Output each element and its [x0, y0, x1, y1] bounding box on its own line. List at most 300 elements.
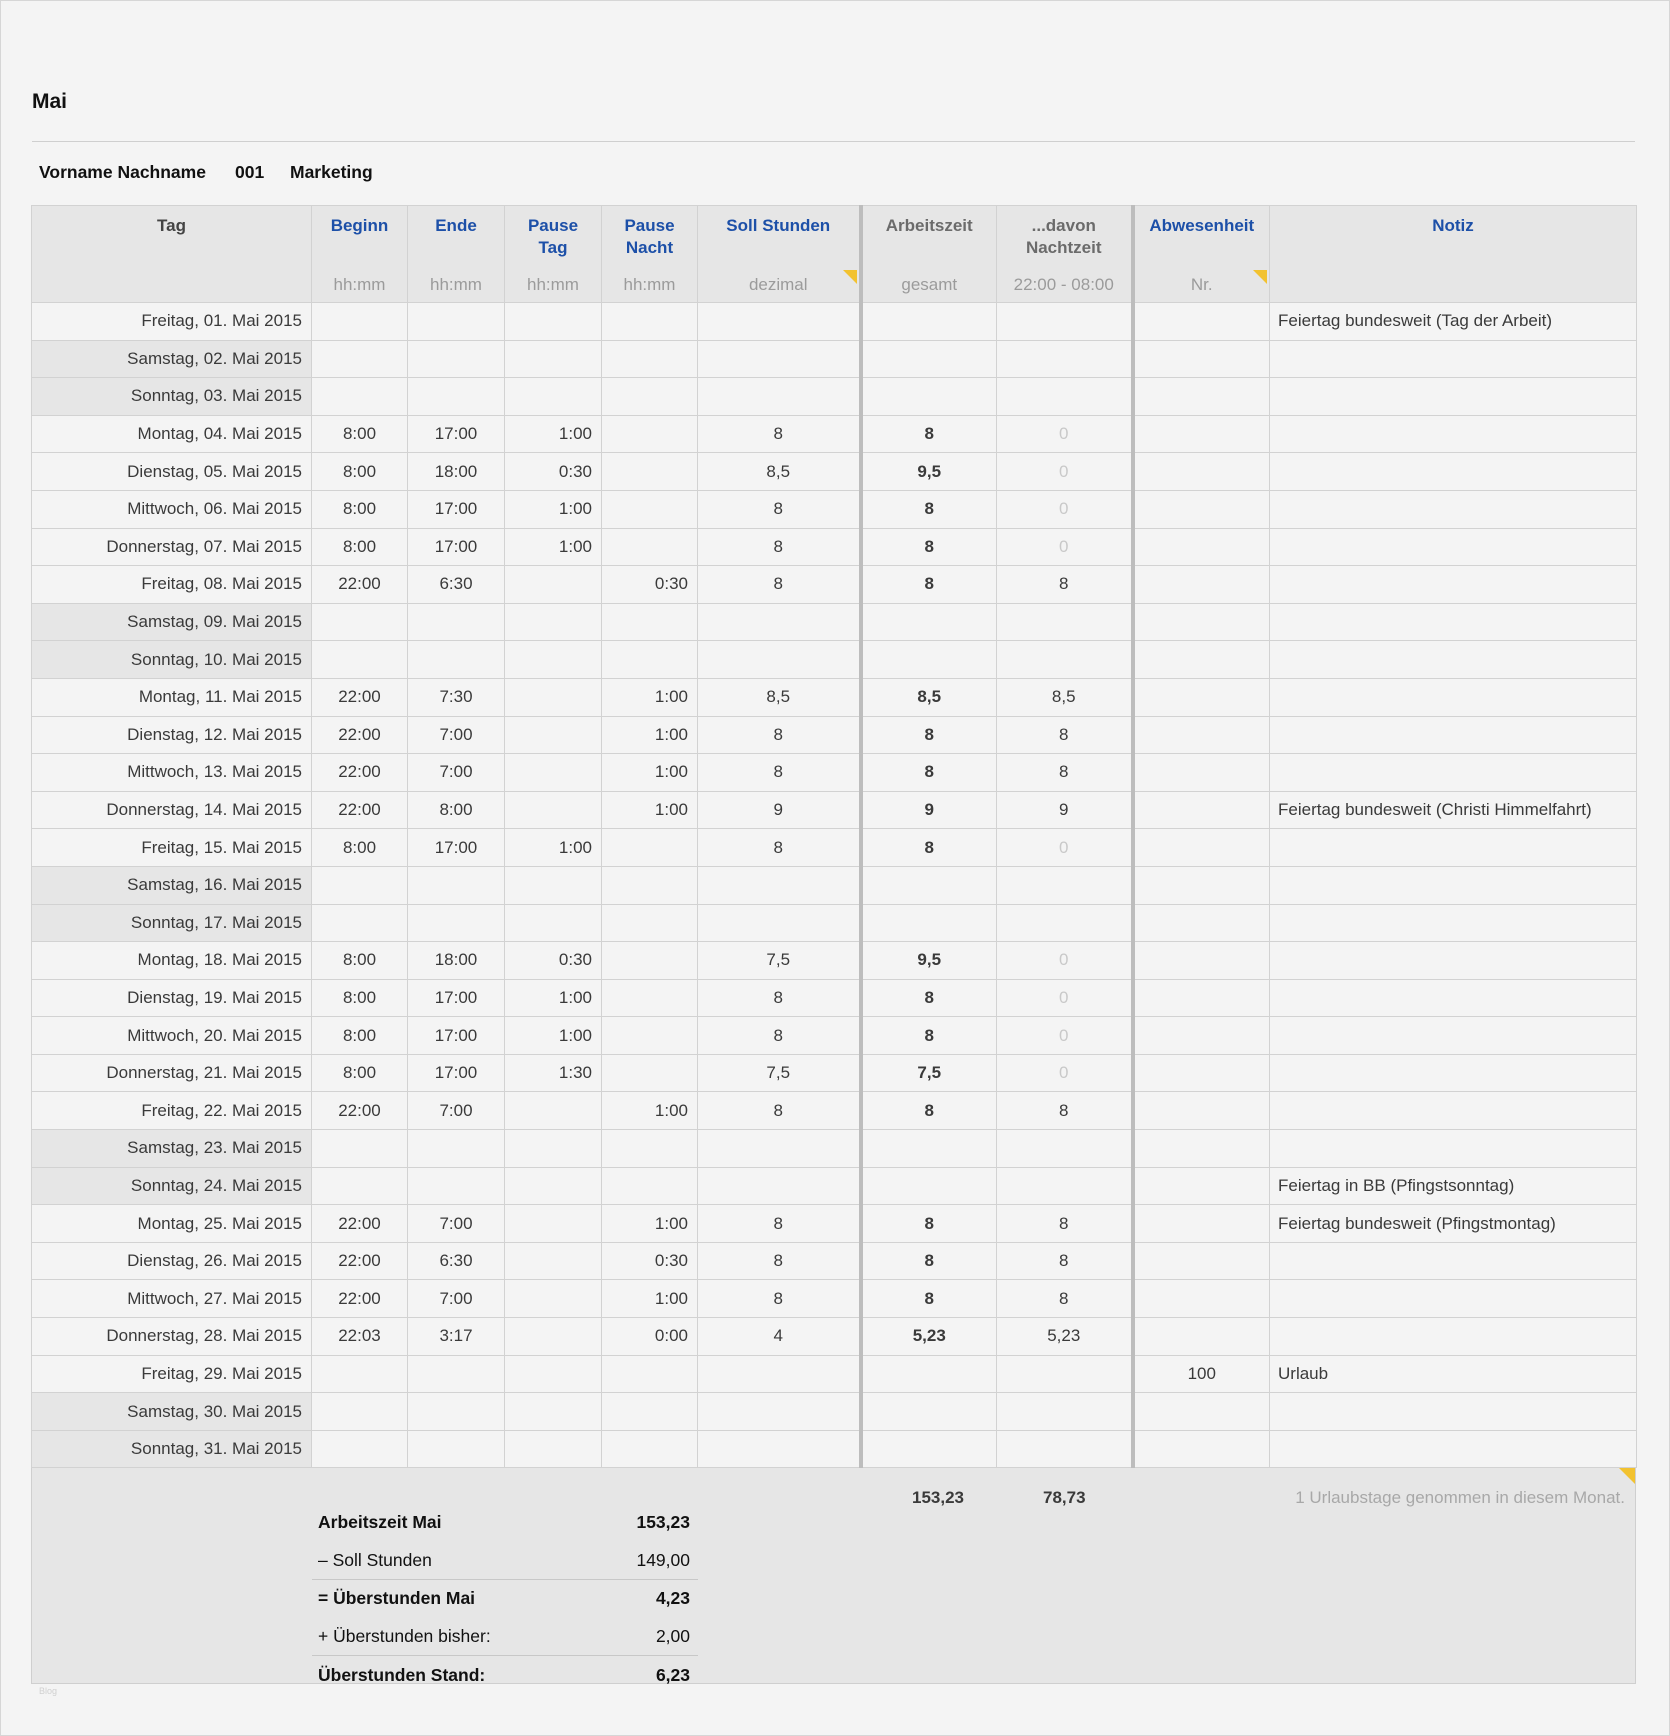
cell-pause-tag[interactable]	[505, 641, 602, 679]
cell-pause-nacht[interactable]	[602, 866, 698, 904]
cell-notiz[interactable]	[1270, 716, 1637, 754]
summary-row	[312, 1579, 698, 1618]
cell-abwesenheit[interactable]	[1133, 1318, 1270, 1356]
cell-notiz[interactable]	[1270, 678, 1637, 716]
cell-beginn[interactable]: 8:00	[312, 528, 408, 566]
cell-nachtzeit[interactable]	[997, 641, 1133, 679]
cell-arbeitszeit[interactable]: 9,5	[861, 942, 997, 980]
cell-soll-stunden[interactable]	[698, 303, 861, 341]
cell-pause-nacht[interactable]: 1:00	[602, 1280, 698, 1318]
comment-flag-icon[interactable]	[1253, 270, 1267, 284]
cell-nachtzeit[interactable]	[997, 904, 1133, 942]
cell-soll-stunden[interactable]: 8	[698, 754, 861, 792]
cell-arbeitszeit[interactable]: 5,23	[861, 1318, 997, 1356]
cell-pause-tag[interactable]	[505, 866, 602, 904]
cell-ende[interactable]: 17:00	[408, 1054, 505, 1092]
cell-beginn[interactable]: 22:00	[312, 678, 408, 716]
cell-arbeitszeit[interactable]	[861, 1430, 997, 1468]
cell-arbeitszeit[interactable]: 8	[861, 528, 997, 566]
cell-abwesenheit[interactable]	[1133, 603, 1270, 641]
cell-ende[interactable]: 6:30	[408, 566, 505, 604]
cell-pause-tag[interactable]	[505, 1393, 602, 1431]
cell-arbeitszeit[interactable]: 8	[861, 415, 997, 453]
cell-ende[interactable]: 18:00	[408, 453, 505, 491]
cell-notiz[interactable]	[1270, 1017, 1637, 1055]
cell-beginn[interactable]: 22:00	[312, 1280, 408, 1318]
cell-nachtzeit[interactable]: 0	[997, 979, 1133, 1017]
cell-nachtzeit[interactable]: 8,5	[997, 678, 1133, 716]
cell-abwesenheit[interactable]	[1133, 566, 1270, 604]
cell-soll-stunden[interactable]	[698, 340, 861, 378]
cell-nachtzeit[interactable]	[997, 1430, 1133, 1468]
cell-beginn[interactable]: 8:00	[312, 415, 408, 453]
cell-soll-stunden[interactable]: 8	[698, 716, 861, 754]
cell-beginn[interactable]	[312, 303, 408, 341]
cell-ende[interactable]: 17:00	[408, 829, 505, 867]
cell-beginn[interactable]: 8:00	[312, 1017, 408, 1055]
cell-notiz[interactable]: Feiertag bundesweit (Tag der Arbeit)	[1270, 303, 1637, 341]
employee-name[interactable]: Vorname Nachname	[39, 162, 206, 182]
cell-soll-stunden[interactable]: 8	[698, 566, 861, 604]
table-row	[32, 1205, 1637, 1243]
cell-soll-stunden[interactable]	[698, 378, 861, 416]
cell-abwesenheit[interactable]	[1133, 340, 1270, 378]
cell-ende[interactable]	[408, 1167, 505, 1205]
cell-abwesenheit[interactable]	[1133, 716, 1270, 754]
cell-ende[interactable]: 8:00	[408, 791, 505, 829]
cell-beginn[interactable]	[312, 904, 408, 942]
cell-abwesenheit[interactable]	[1133, 1205, 1270, 1243]
cell-soll-stunden[interactable]: 8,5	[698, 678, 861, 716]
cell-pause-nacht[interactable]	[602, 1393, 698, 1431]
cell-abwesenheit[interactable]	[1133, 1280, 1270, 1318]
cell-notiz[interactable]	[1270, 1430, 1637, 1468]
cell-arbeitszeit[interactable]: 8	[861, 829, 997, 867]
cell-ende[interactable]: 6:30	[408, 1242, 505, 1280]
cell-nachtzeit[interactable]	[997, 1393, 1133, 1431]
cell-ende[interactable]: 17:00	[408, 528, 505, 566]
cell-ende[interactable]: 17:00	[408, 415, 505, 453]
cell-beginn[interactable]: 22:03	[312, 1318, 408, 1356]
cell-notiz[interactable]	[1270, 566, 1637, 604]
cell-beginn[interactable]	[312, 340, 408, 378]
table-row	[32, 528, 1637, 566]
cell-nachtzeit[interactable]: 0	[997, 829, 1133, 867]
overtime-summary	[312, 1504, 698, 1694]
cell-notiz[interactable]	[1270, 866, 1637, 904]
cell-ende[interactable]: 17:00	[408, 1017, 505, 1055]
cell-pause-nacht[interactable]	[602, 829, 698, 867]
cell-nachtzeit[interactable]	[997, 378, 1133, 416]
cell-abwesenheit[interactable]	[1133, 303, 1270, 341]
cell-soll-stunden[interactable]: 8	[698, 490, 861, 528]
cell-beginn[interactable]: 22:00	[312, 1205, 408, 1243]
cell-pause-tag[interactable]	[505, 1205, 602, 1243]
cell-ende[interactable]: 7:00	[408, 716, 505, 754]
cell-soll-stunden[interactable]	[698, 904, 861, 942]
cell-pause-nacht[interactable]: 1:00	[602, 716, 698, 754]
cell-nachtzeit[interactable]: 0	[997, 1054, 1133, 1092]
cell-beginn[interactable]: 8:00	[312, 942, 408, 980]
cell-notiz[interactable]	[1270, 942, 1637, 980]
summary-value: 2,00	[655, 1626, 690, 1647]
cell-pause-tag[interactable]: 0:30	[505, 942, 602, 980]
cell-tag: Freitag, 08. Mai 2015	[32, 566, 312, 604]
cell-pause-tag[interactable]	[505, 1318, 602, 1356]
cell-ende[interactable]	[408, 641, 505, 679]
cell-pause-nacht[interactable]: 1:00	[602, 754, 698, 792]
cell-soll-stunden[interactable]: 8	[698, 528, 861, 566]
cell-nachtzeit[interactable]: 5,23	[997, 1318, 1133, 1356]
cell-nachtzeit[interactable]: 8	[997, 566, 1133, 604]
cell-pause-tag[interactable]	[505, 303, 602, 341]
cell-arbeitszeit[interactable]	[861, 340, 997, 378]
cell-arbeitszeit[interactable]: 8	[861, 716, 997, 754]
cell-pause-tag[interactable]	[505, 1167, 602, 1205]
cell-beginn[interactable]: 22:00	[312, 1092, 408, 1130]
cell-pause-nacht[interactable]	[602, 904, 698, 942]
cell-ende[interactable]	[408, 603, 505, 641]
cell-beginn[interactable]	[312, 1167, 408, 1205]
cell-pause-tag[interactable]	[505, 1355, 602, 1393]
cell-abwesenheit[interactable]	[1133, 791, 1270, 829]
cell-arbeitszeit[interactable]	[861, 303, 997, 341]
cell-arbeitszeit[interactable]: 8	[861, 1242, 997, 1280]
cell-soll-stunden[interactable]	[698, 641, 861, 679]
cell-soll-stunden[interactable]	[698, 1167, 861, 1205]
cell-arbeitszeit[interactable]: 9,5	[861, 453, 997, 491]
cell-abwesenheit[interactable]	[1133, 754, 1270, 792]
cell-soll-stunden[interactable]: 8	[698, 829, 861, 867]
cell-pause-nacht[interactable]: 1:00	[602, 1205, 698, 1243]
cell-nachtzeit[interactable]: 0	[997, 942, 1133, 980]
cell-nachtzeit[interactable]: 8	[997, 716, 1133, 754]
cell-pause-tag[interactable]: 1:00	[505, 979, 602, 1017]
cell-notiz[interactable]	[1270, 979, 1637, 1017]
cell-soll-stunden[interactable]: 7,5	[698, 1054, 861, 1092]
cell-arbeitszeit[interactable]	[861, 1167, 997, 1205]
cell-notiz[interactable]	[1270, 378, 1637, 416]
cell-abwesenheit[interactable]	[1133, 453, 1270, 491]
cell-nachtzeit[interactable]	[997, 1130, 1133, 1168]
cell-abwesenheit[interactable]	[1133, 829, 1270, 867]
cell-tag: Dienstag, 19. Mai 2015	[32, 979, 312, 1017]
cell-nachtzeit[interactable]: 0	[997, 1017, 1133, 1055]
cell-pause-tag[interactable]	[505, 566, 602, 604]
cell-beginn[interactable]: 8:00	[312, 1054, 408, 1092]
cell-notiz[interactable]: Feiertag bundesweit (Christi Himmelfahrt)	[1270, 791, 1637, 829]
cell-pause-nacht[interactable]: 1:00	[602, 1092, 698, 1130]
cell-arbeitszeit[interactable]: 8	[861, 490, 997, 528]
cell-pause-tag[interactable]	[505, 340, 602, 378]
cell-abwesenheit[interactable]	[1133, 1054, 1270, 1092]
cell-ende[interactable]: 7:00	[408, 754, 505, 792]
cell-notiz[interactable]	[1270, 415, 1637, 453]
cell-abwesenheit[interactable]	[1133, 1017, 1270, 1055]
cell-ende[interactable]	[408, 1393, 505, 1431]
cell-soll-stunden[interactable]: 8	[698, 1280, 861, 1318]
cell-notiz[interactable]	[1270, 603, 1637, 641]
cell-arbeitszeit[interactable]	[861, 378, 997, 416]
cell-pause-nacht[interactable]: 1:00	[602, 678, 698, 716]
employee-department[interactable]: Marketing	[290, 162, 373, 182]
cell-nachtzeit[interactable]: 0	[997, 453, 1133, 491]
cell-notiz[interactable]	[1270, 641, 1637, 679]
cell-nachtzeit[interactable]	[997, 340, 1133, 378]
cell-ende[interactable]	[408, 303, 505, 341]
cell-pause-tag[interactable]: 1:00	[505, 415, 602, 453]
cell-nachtzeit[interactable]	[997, 1355, 1133, 1393]
cell-abwesenheit[interactable]	[1133, 1167, 1270, 1205]
cell-arbeitszeit[interactable]: 8	[861, 566, 997, 604]
cell-pause-nacht[interactable]	[602, 1054, 698, 1092]
cell-pause-nacht[interactable]	[602, 453, 698, 491]
cell-notiz[interactable]: Feiertag in BB (Pfingstsonntag)	[1270, 1167, 1637, 1205]
cell-notiz[interactable]	[1270, 1130, 1637, 1168]
cell-arbeitszeit[interactable]: 8,5	[861, 678, 997, 716]
cell-tag: Mittwoch, 13. Mai 2015	[32, 754, 312, 792]
cell-notiz[interactable]	[1270, 1318, 1637, 1356]
cell-abwesenheit[interactable]	[1133, 678, 1270, 716]
cell-soll-stunden[interactable]	[698, 603, 861, 641]
cell-arbeitszeit[interactable]: 8	[861, 1017, 997, 1055]
cell-ende[interactable]	[408, 378, 505, 416]
cell-ende[interactable]	[408, 1430, 505, 1468]
cell-pause-tag[interactable]	[505, 678, 602, 716]
cell-beginn[interactable]	[312, 378, 408, 416]
cell-pause-nacht[interactable]	[602, 1167, 698, 1205]
cell-arbeitszeit[interactable]	[861, 866, 997, 904]
cell-abwesenheit[interactable]	[1133, 942, 1270, 980]
cell-pause-tag[interactable]	[505, 378, 602, 416]
cell-beginn[interactable]: 8:00	[312, 490, 408, 528]
cell-beginn[interactable]	[312, 603, 408, 641]
cell-abwesenheit[interactable]	[1133, 528, 1270, 566]
cell-nachtzeit[interactable]: 8	[997, 754, 1133, 792]
cell-beginn[interactable]	[312, 1355, 408, 1393]
cell-nachtzeit[interactable]: 8	[997, 1205, 1133, 1243]
cell-arbeitszeit[interactable]	[861, 1130, 997, 1168]
cell-ende[interactable]: 17:00	[408, 979, 505, 1017]
cell-soll-stunden[interactable]: 8	[698, 1242, 861, 1280]
cell-beginn[interactable]: 22:00	[312, 566, 408, 604]
cell-nachtzeit[interactable]	[997, 303, 1133, 341]
cell-abwesenheit[interactable]	[1133, 641, 1270, 679]
cell-soll-stunden[interactable]	[698, 866, 861, 904]
cell-tag: Donnerstag, 21. Mai 2015	[32, 1054, 312, 1092]
cell-pause-nacht[interactable]	[602, 1130, 698, 1168]
cell-beginn[interactable]: 22:00	[312, 716, 408, 754]
cell-soll-stunden[interactable]: 8	[698, 1017, 861, 1055]
cell-abwesenheit[interactable]	[1133, 979, 1270, 1017]
cell-soll-stunden[interactable]: 8	[698, 979, 861, 1017]
cell-arbeitszeit[interactable]: 8	[861, 754, 997, 792]
comment-flag-icon[interactable]	[843, 270, 857, 284]
cell-beginn[interactable]: 8:00	[312, 453, 408, 491]
cell-notiz[interactable]	[1270, 904, 1637, 942]
cell-pause-nacht[interactable]	[602, 490, 698, 528]
cell-tag: Samstag, 30. Mai 2015	[32, 1393, 312, 1431]
cell-ende[interactable]	[408, 866, 505, 904]
cell-pause-tag[interactable]	[505, 791, 602, 829]
cell-beginn[interactable]	[312, 1130, 408, 1168]
cell-ende[interactable]	[408, 340, 505, 378]
cell-pause-tag[interactable]: 1:00	[505, 1017, 602, 1055]
cell-pause-nacht[interactable]	[602, 1017, 698, 1055]
cell-notiz[interactable]: Feiertag bundesweit (Pfingstmontag)	[1270, 1205, 1637, 1243]
cell-nachtzeit[interactable]: 0	[997, 415, 1133, 453]
cell-soll-stunden[interactable]: 8,5	[698, 453, 861, 491]
cell-arbeitszeit[interactable]: 8	[861, 1205, 997, 1243]
cell-pause-nacht[interactable]: 0:30	[602, 566, 698, 604]
cell-arbeitszeit[interactable]	[861, 904, 997, 942]
cell-abwesenheit[interactable]	[1133, 378, 1270, 416]
cell-notiz[interactable]	[1270, 1280, 1637, 1318]
cell-notiz[interactable]	[1270, 1054, 1637, 1092]
cell-nachtzeit[interactable]: 8	[997, 1092, 1133, 1130]
cell-ende[interactable]	[408, 1355, 505, 1393]
cell-pause-nacht[interactable]	[602, 603, 698, 641]
cell-nachtzeit[interactable]: 0	[997, 528, 1133, 566]
cell-pause-nacht[interactable]: 1:00	[602, 791, 698, 829]
table-header-row	[32, 206, 1637, 303]
cell-pause-nacht[interactable]	[602, 979, 698, 1017]
cell-arbeitszeit[interactable]: 8	[861, 1280, 997, 1318]
cell-beginn[interactable]: 8:00	[312, 829, 408, 867]
cell-notiz[interactable]	[1270, 754, 1637, 792]
cell-soll-stunden[interactable]	[698, 1355, 861, 1393]
cell-pause-nacht[interactable]	[602, 1355, 698, 1393]
cell-ende[interactable]: 3:17	[408, 1318, 505, 1356]
cell-abwesenheit[interactable]	[1133, 415, 1270, 453]
cell-pause-nacht[interactable]	[602, 1430, 698, 1468]
cell-soll-stunden[interactable]: 7,5	[698, 942, 861, 980]
cell-arbeitszeit[interactable]	[861, 1393, 997, 1431]
cell-pause-nacht[interactable]	[602, 942, 698, 980]
cell-pause-nacht[interactable]	[602, 378, 698, 416]
cell-ende[interactable]	[408, 1130, 505, 1168]
cell-pause-nacht[interactable]	[602, 303, 698, 341]
cell-notiz[interactable]	[1270, 490, 1637, 528]
cell-notiz[interactable]: Urlaub	[1270, 1355, 1637, 1393]
cell-beginn[interactable]: 22:00	[312, 754, 408, 792]
cell-arbeitszeit[interactable]: 9	[861, 791, 997, 829]
cell-pause-nacht[interactable]	[602, 415, 698, 453]
cell-pause-nacht[interactable]: 0:00	[602, 1318, 698, 1356]
cell-notiz[interactable]	[1270, 340, 1637, 378]
cell-soll-stunden[interactable]	[698, 1130, 861, 1168]
cell-nachtzeit[interactable]	[997, 866, 1133, 904]
cell-abwesenheit[interactable]: 100	[1133, 1355, 1270, 1393]
cell-arbeitszeit[interactable]: 8	[861, 979, 997, 1017]
cell-abwesenheit[interactable]	[1133, 904, 1270, 942]
employee-id[interactable]: 001	[235, 162, 265, 182]
cell-pause-nacht[interactable]	[602, 641, 698, 679]
cell-abwesenheit[interactable]	[1133, 1393, 1270, 1431]
cell-nachtzeit[interactable]: 8	[997, 1242, 1133, 1280]
cell-nachtzeit[interactable]: 8	[997, 1280, 1133, 1318]
cell-ende[interactable]	[408, 904, 505, 942]
cell-tag: Mittwoch, 27. Mai 2015	[32, 1280, 312, 1318]
cell-ende[interactable]: 18:00	[408, 942, 505, 980]
cell-pause-nacht[interactable]	[602, 340, 698, 378]
cell-notiz[interactable]	[1270, 1092, 1637, 1130]
cell-abwesenheit[interactable]	[1133, 1242, 1270, 1280]
cell-pause-tag[interactable]	[505, 754, 602, 792]
cell-beginn[interactable]	[312, 641, 408, 679]
cell-notiz[interactable]	[1270, 453, 1637, 491]
cell-arbeitszeit[interactable]	[861, 641, 997, 679]
cell-pause-tag[interactable]: 1:00	[505, 490, 602, 528]
cell-nachtzeit[interactable]	[997, 603, 1133, 641]
cell-soll-stunden[interactable]: 9	[698, 791, 861, 829]
cell-beginn[interactable]: 22:00	[312, 791, 408, 829]
cell-arbeitszeit[interactable]: 7,5	[861, 1054, 997, 1092]
cell-notiz[interactable]	[1270, 528, 1637, 566]
cell-soll-stunden[interactable]: 8	[698, 1205, 861, 1243]
cell-nachtzeit[interactable]	[997, 1167, 1133, 1205]
cell-abwesenheit[interactable]	[1133, 1130, 1270, 1168]
cell-beginn[interactable]: 22:00	[312, 1242, 408, 1280]
cell-pause-tag[interactable]	[505, 904, 602, 942]
cell-ende[interactable]: 7:00	[408, 1205, 505, 1243]
cell-beginn[interactable]	[312, 1430, 408, 1468]
cell-notiz[interactable]	[1270, 1393, 1637, 1431]
cell-abwesenheit[interactable]	[1133, 1430, 1270, 1468]
cell-ende[interactable]: 7:00	[408, 1092, 505, 1130]
cell-pause-tag[interactable]	[505, 1430, 602, 1468]
cell-abwesenheit[interactable]	[1133, 1092, 1270, 1130]
comment-flag-icon[interactable]	[1619, 1468, 1635, 1484]
cell-soll-stunden[interactable]	[698, 1393, 861, 1431]
cell-beginn[interactable]	[312, 1393, 408, 1431]
total-arbeitszeit: 153,23	[912, 1488, 964, 1507]
cell-pause-tag[interactable]	[505, 1130, 602, 1168]
cell-soll-stunden[interactable]	[698, 1430, 861, 1468]
cell-pause-tag[interactable]	[505, 1280, 602, 1318]
cell-pause-tag[interactable]: 1:30	[505, 1054, 602, 1092]
cell-pause-tag[interactable]: 1:00	[505, 829, 602, 867]
summary-label: Arbeitszeit Mai	[318, 1512, 442, 1533]
cell-pause-nacht[interactable]	[602, 528, 698, 566]
cell-ende[interactable]: 7:30	[408, 678, 505, 716]
cell-soll-stunden[interactable]: 8	[698, 1092, 861, 1130]
cell-ende[interactable]: 7:00	[408, 1280, 505, 1318]
cell-abwesenheit[interactable]	[1133, 490, 1270, 528]
cell-nachtzeit[interactable]: 9	[997, 791, 1133, 829]
cell-ende[interactable]: 17:00	[408, 490, 505, 528]
cell-pause-tag[interactable]: 1:00	[505, 528, 602, 566]
cell-pause-tag[interactable]	[505, 716, 602, 754]
cell-nachtzeit[interactable]: 0	[997, 490, 1133, 528]
cell-arbeitszeit[interactable]	[861, 603, 997, 641]
cell-soll-stunden[interactable]: 8	[698, 415, 861, 453]
cell-beginn[interactable]	[312, 866, 408, 904]
cell-soll-stunden[interactable]: 4	[698, 1318, 861, 1356]
cell-abwesenheit[interactable]	[1133, 866, 1270, 904]
cell-pause-tag[interactable]	[505, 603, 602, 641]
cell-arbeitszeit[interactable]: 8	[861, 1092, 997, 1130]
timesheet-table	[31, 205, 1637, 1468]
cell-pause-nacht[interactable]: 0:30	[602, 1242, 698, 1280]
cell-beginn[interactable]: 8:00	[312, 979, 408, 1017]
cell-arbeitszeit[interactable]	[861, 1355, 997, 1393]
cell-notiz[interactable]	[1270, 829, 1637, 867]
cell-pause-tag[interactable]	[505, 1092, 602, 1130]
cell-pause-tag[interactable]: 0:30	[505, 453, 602, 491]
cell-notiz[interactable]	[1270, 1242, 1637, 1280]
cell-pause-tag[interactable]	[505, 1242, 602, 1280]
